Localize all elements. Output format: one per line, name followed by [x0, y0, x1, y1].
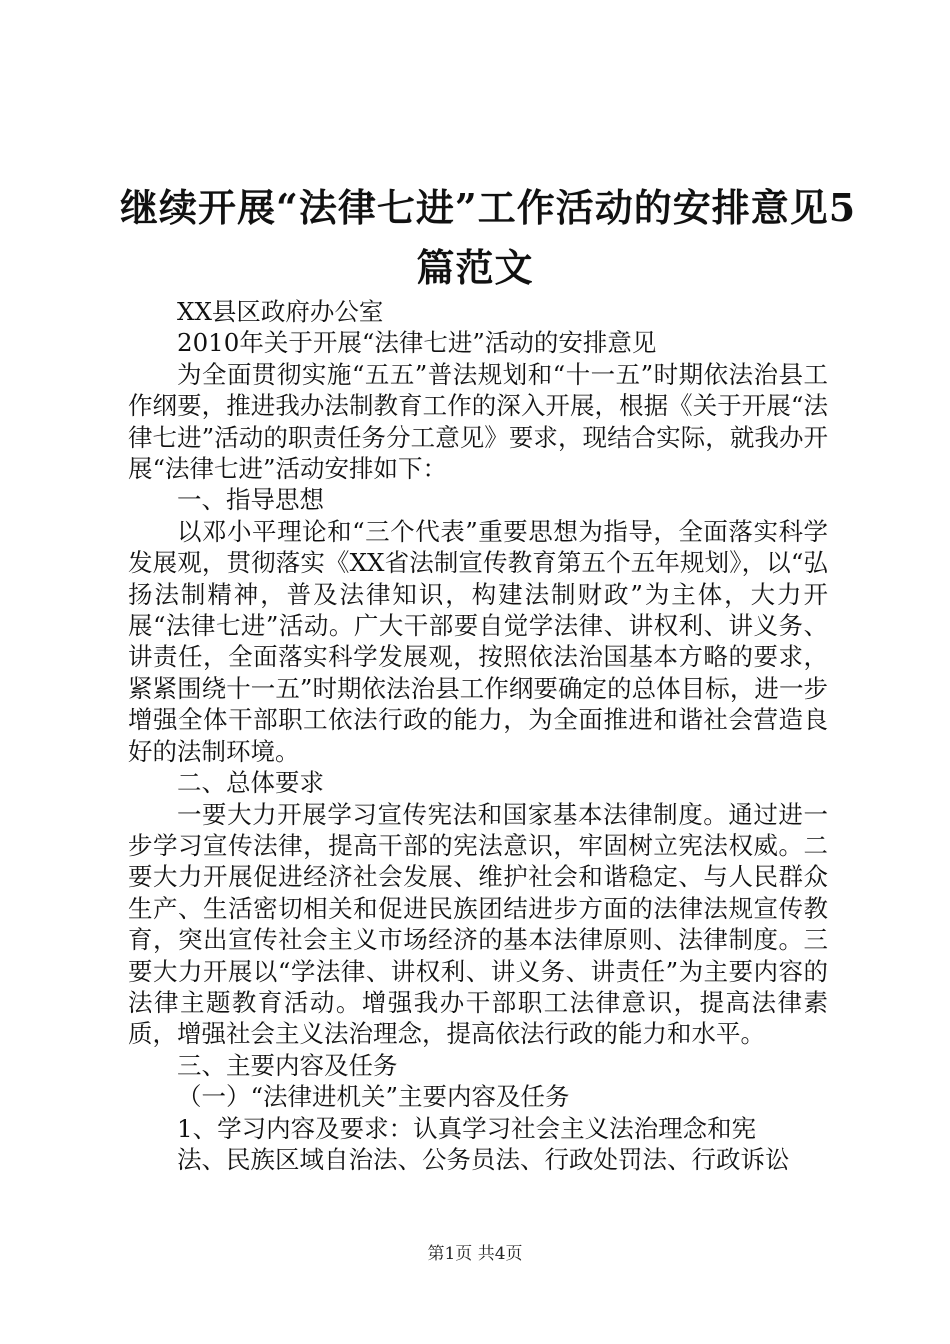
section-heading-2: 二、总体要求 [177, 768, 324, 798]
subtitle-line: 2010年关于开展“法律七进”活动的安排意见 [177, 328, 657, 358]
intro-paragraph: 为全面贯彻实施“五五”普法规划和“十一五”时期依法治县工作纲要，推进我办法制教育工作的深入开展，根据《关于开展“法律七进”活动的职责任务分工意见》要求，现结合实际，就我办开展“法律七进”活动安排如下： [128, 359, 828, 484]
section-paragraph-1: 以邓小平理论和“三个代表”重要思想为指导，全面落实科学发展观，贯彻落实《XX省法制宣传教育第五个五年规划》，以“弘扬法制精神，普及法律知识，构建法制财政”为主体，大力开展“法律七进”活动。广大干部要自觉学法律、讲权利、讲义务、讲责任，全面落实科学发展观，按照依法治国基本方略的要求，紧紧围绕十一五”时期依法治县工作纲要确定的总体目标，进一步增强全体干部职工依法行政的能力，为全面推进和谐社会营造良好的法制环境。 [128, 516, 828, 766]
section-paragraph-2: 一要大力开展学习宣传宪法和国家基本法律制度。通过进一步学习宣传法律，提高干部的宪法意识，牢固树立宪法权威。二要大力开展促进经济社会发展、维护社会和谐稳定、与人民群众生产、生活密切相关和促进民族团结进步方面的法律法规宣传教育，突出宣传社会主义市场经济的基本法律原则、法律制度。三要大力开展以“学法律、讲权利、讲义务、讲责任”为主要内容的法律主题教育活动。增强我办干部职工法律意识，提高法律素质，增强社会主义法治理念，提高依法行政的能力和水平。 [128, 799, 828, 1049]
title-line-1: 继续开展“法律七进”工作活动的安排意见5 [120, 185, 857, 230]
list-item-1: 1、学习内容及要求：认真学习社会主义法治理念和宪 [177, 1113, 757, 1143]
section-heading-3: 三、主要内容及任务 [177, 1050, 398, 1080]
document-title [120, 178, 857, 298]
subsection-heading-1: （一）“法律进机关”主要内容及任务 [177, 1082, 570, 1112]
list-item-1-continued: 法、民族区域自治法、公务员法、行政处罚法、行政诉讼 [177, 1144, 790, 1174]
issuer-line: XX县区政府办公室 [177, 297, 384, 326]
page-footer: 第1页 共4页 [427, 1244, 523, 1264]
document-body [128, 296, 828, 1175]
section-heading-1: 一、指导思想 [177, 485, 324, 515]
title-line-2: 篇范文 [416, 245, 534, 290]
